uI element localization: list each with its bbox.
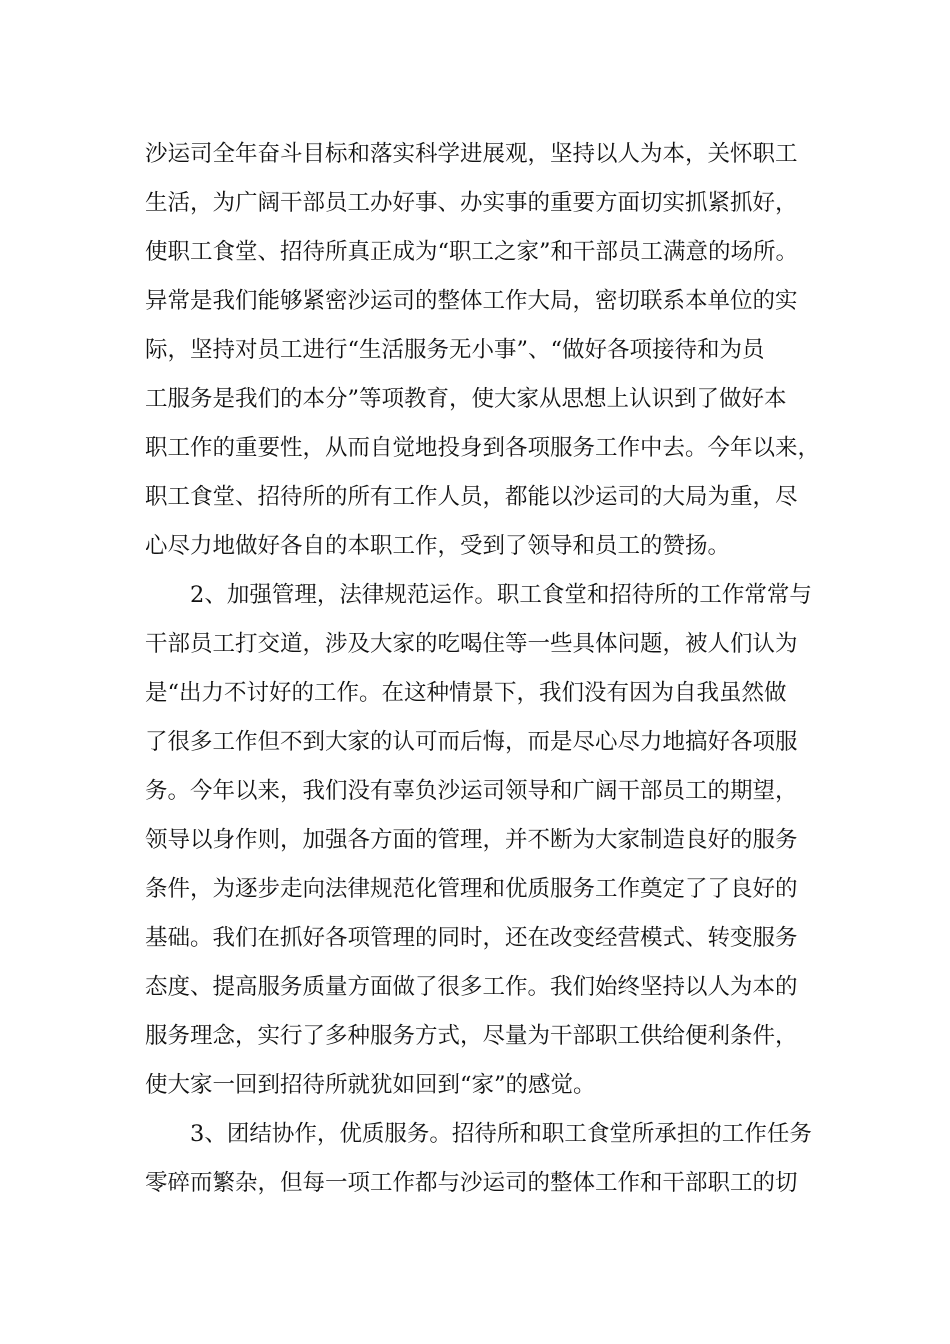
text-line: 使职工食堂、招待所真正成为“职工之家”和干部员工满意的场所。 <box>145 239 799 265</box>
text-line: 生活，为广阔干部员工办好事、办实事的重要方面切实抓紧抓好， <box>145 190 798 216</box>
text-line: 职工作的重要性，从而自觉地投身到各项服务工作中去。今年以来， <box>145 435 821 461</box>
body-text <box>145 130 835 1208</box>
paragraph-start-line: 3、团结协作，优质服务。招待所和职工食堂所承担的工作任务 <box>190 1121 812 1147</box>
text-line: 态度、提高服务质量方面做了很多工作。我们始终坚持以人为本的 <box>145 974 798 1000</box>
text-line: 是“出力不讨好的工作。在这种情景下，我们没有因为自我虽然做 <box>145 680 787 706</box>
text-line: 领导以身作则，加强各方面的管理，并不断为大家制造良好的服务 <box>145 827 798 853</box>
text-line: 条件，为逐步走向法律规范化管理和优质服务工作奠定了了良好的 <box>145 876 798 902</box>
text-line: 干部员工打交道，涉及大家的吃喝住等一些具体问题，被人们认为 <box>145 631 798 657</box>
text-line: 务。今年以来，我们没有辜负沙运司领导和广阔干部员工的期望， <box>145 778 798 804</box>
text-line: 服务理念，实行了多种服务方式，尽量为干部职工供给便利条件， <box>145 1023 798 1049</box>
paragraph-start-line: 2、加强管理，法律规范运作。职工食堂和招待所的工作常常与 <box>190 582 812 608</box>
text-line: 了很多工作但不到大家的认可而后悔，而是尽心尽力地搞好各项服 <box>145 729 798 755</box>
text-line: 职工食堂、招待所的所有工作人员，都能以沙运司的大局为重，尽 <box>145 484 798 510</box>
text-line: 使大家一回到招待所就犹如回到“家”的感觉。 <box>145 1072 596 1098</box>
text-line: 基础。我们在抓好各项管理的同时，还在改变经营模式、转变服务 <box>145 925 798 951</box>
text-line: 沙运司全年奋斗目标和落实科学进展观，坚持以人为本，关怀职工 <box>145 141 798 167</box>
text-line: 零碎而繁杂，但每一项工作都与沙运司的整体工作和干部职工的切 <box>145 1170 798 1196</box>
text-line: 工服务是我们的本分”等项教育，使大家从思想上认识到了做好本 <box>145 386 787 412</box>
text-line: 异常是我们能够紧密沙运司的整体工作大局，密切联系本单位的实 <box>145 288 798 314</box>
text-line: 心尽力地做好各自的本职工作，受到了领导和员工的赞扬。 <box>145 533 731 559</box>
text-line: 际，坚持对员工进行“生活服务无小事”、“做好各项接待和为员 <box>145 337 765 363</box>
